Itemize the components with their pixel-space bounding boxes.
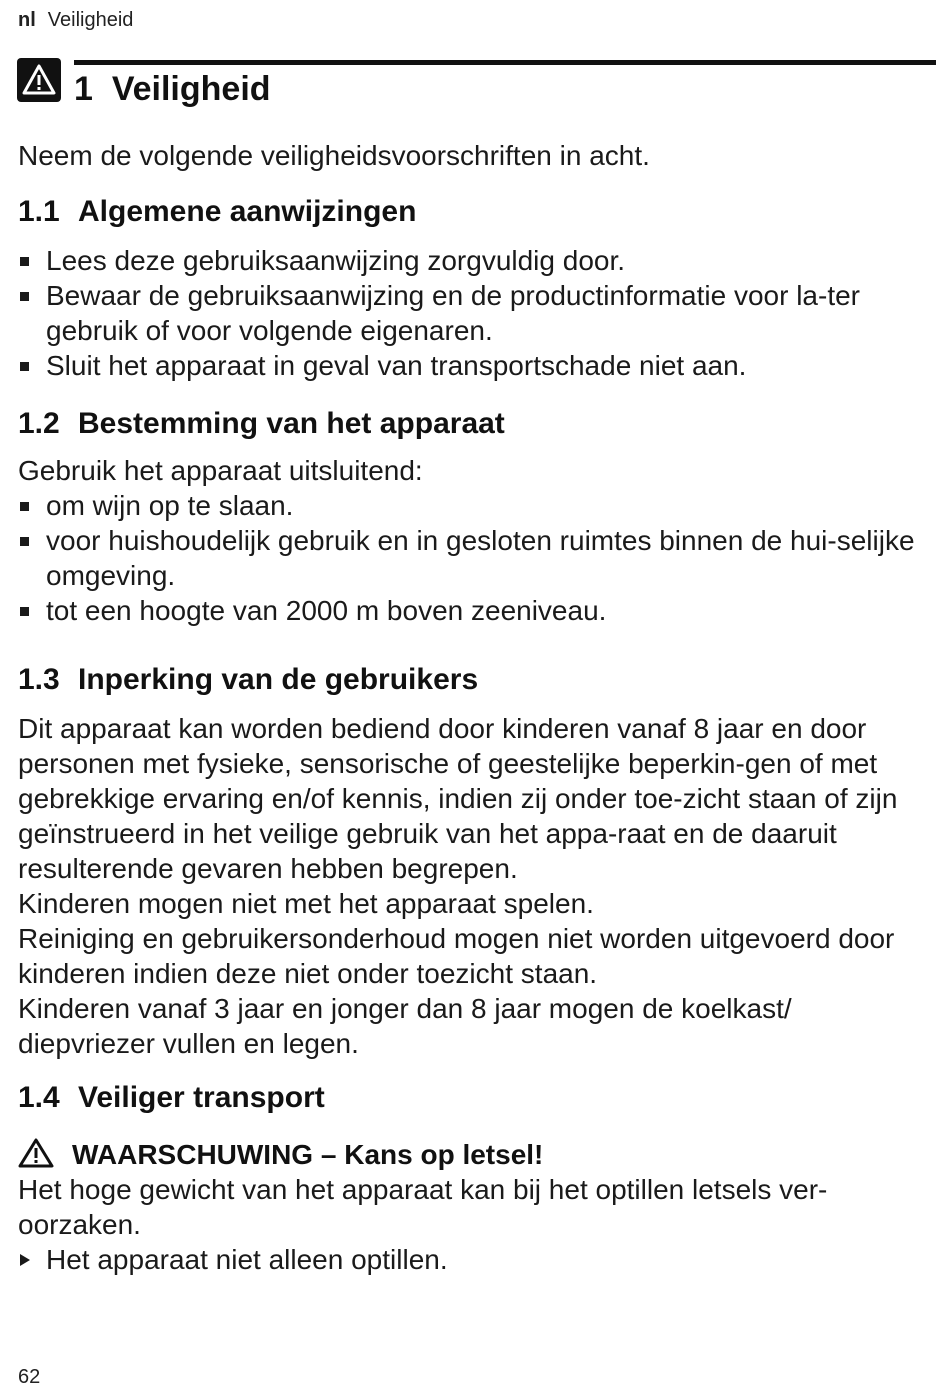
section-body — [18, 711, 933, 1061]
section-heading — [18, 405, 933, 443]
warning-triangle-icon — [18, 1138, 54, 1168]
section-title: Veiliger transport — [78, 1081, 325, 1114]
intro-paragraph — [18, 138, 933, 173]
chapter-badge — [17, 58, 61, 102]
instruction-step: Het apparaat niet alleen optillen. — [18, 1242, 933, 1277]
section-1-2 — [18, 405, 933, 628]
section-title: Inperking van de gebruikers — [78, 663, 479, 696]
running-head — [18, 9, 133, 32]
list-item: Lees deze gebruiksaanwijzing zorgvuldig door. — [18, 243, 933, 278]
list-item: voor huishoudelijk gebruik en in gesloten ruimtes binnen de hui-selijke omgeving. — [18, 523, 933, 593]
list-item: om wijn op te slaan. — [18, 488, 933, 523]
paragraph: Kinderen mogen niet met het apparaat spelen. — [18, 888, 594, 919]
section-1-1 — [18, 193, 933, 383]
section-heading — [18, 193, 933, 231]
chapter-number: 1 — [74, 70, 93, 108]
section-number: 1.1 — [18, 195, 60, 228]
section-lead: Gebruik het apparaat uitsluitend: — [18, 455, 423, 486]
list-item: Bewaar de gebruiksaanwijzing en de productinformatie voor la-ter gebruik of voor volgende eigenaren. — [18, 278, 933, 348]
intro-text: Neem de volgende veiligheidsvoorschriften in acht. — [18, 140, 650, 171]
section-number: 1.4 — [18, 1081, 60, 1114]
section-number: 1.2 — [18, 407, 60, 440]
warning-heading — [18, 1137, 933, 1172]
paragraph: Kinderen vanaf 3 jaar en jonger dan 8 jaar mogen de koelkast/ diepvriezer vullen en legen. — [18, 993, 792, 1059]
section-heading — [18, 661, 933, 699]
section-1-4 — [18, 1079, 933, 1277]
language-code: nl — [18, 9, 36, 31]
page-number: 62 — [18, 1366, 41, 1388]
section-number: 1.3 — [18, 663, 60, 696]
list-item: Sluit het apparaat in geval van transportschade niet aan. — [18, 348, 933, 383]
paragraph: Reiniging en gebruikersonderhoud mogen niet worden uitgevoerd door kinderen indien deze niet onder toezicht staan. — [18, 923, 895, 989]
warning-text: Het hoge gewicht van het apparaat kan bij het optillen letsels ver-oorzaken. — [18, 1174, 828, 1240]
warning-heading-text: WAARSCHUWING – Kans op letsel! — [72, 1139, 544, 1170]
warning-block — [18, 1137, 933, 1277]
chapter-rule — [74, 60, 936, 65]
section-title: Algemene aanwijzingen — [78, 195, 417, 228]
section-1-3 — [18, 661, 933, 1061]
running-head-section: Veiligheid — [47, 9, 134, 31]
list-item: tot een hoogte van 2000 m boven zeeniveau. — [18, 593, 933, 628]
bullet-list — [18, 243, 933, 383]
warning-triangle-icon — [21, 62, 57, 98]
section-title: Bestemming van het apparaat — [78, 407, 505, 440]
bullet-list — [18, 488, 933, 628]
paragraph: Dit apparaat kan worden bediend door kinderen vanaf 8 jaar en door personen met fysieke, sensorische of geestelijke beperkin-gen of met gebrekkige ervaring en/of kennis, indien zij onder toe-zicht staan of zijn geïnstrueerd in het veilige gebruik van het appa-raat en de daaruit resulterende gevaren hebben begrepen. — [18, 713, 898, 884]
chapter-title — [74, 70, 271, 109]
section-heading — [18, 1079, 933, 1117]
chapter-title-text: Veiligheid — [111, 70, 271, 108]
